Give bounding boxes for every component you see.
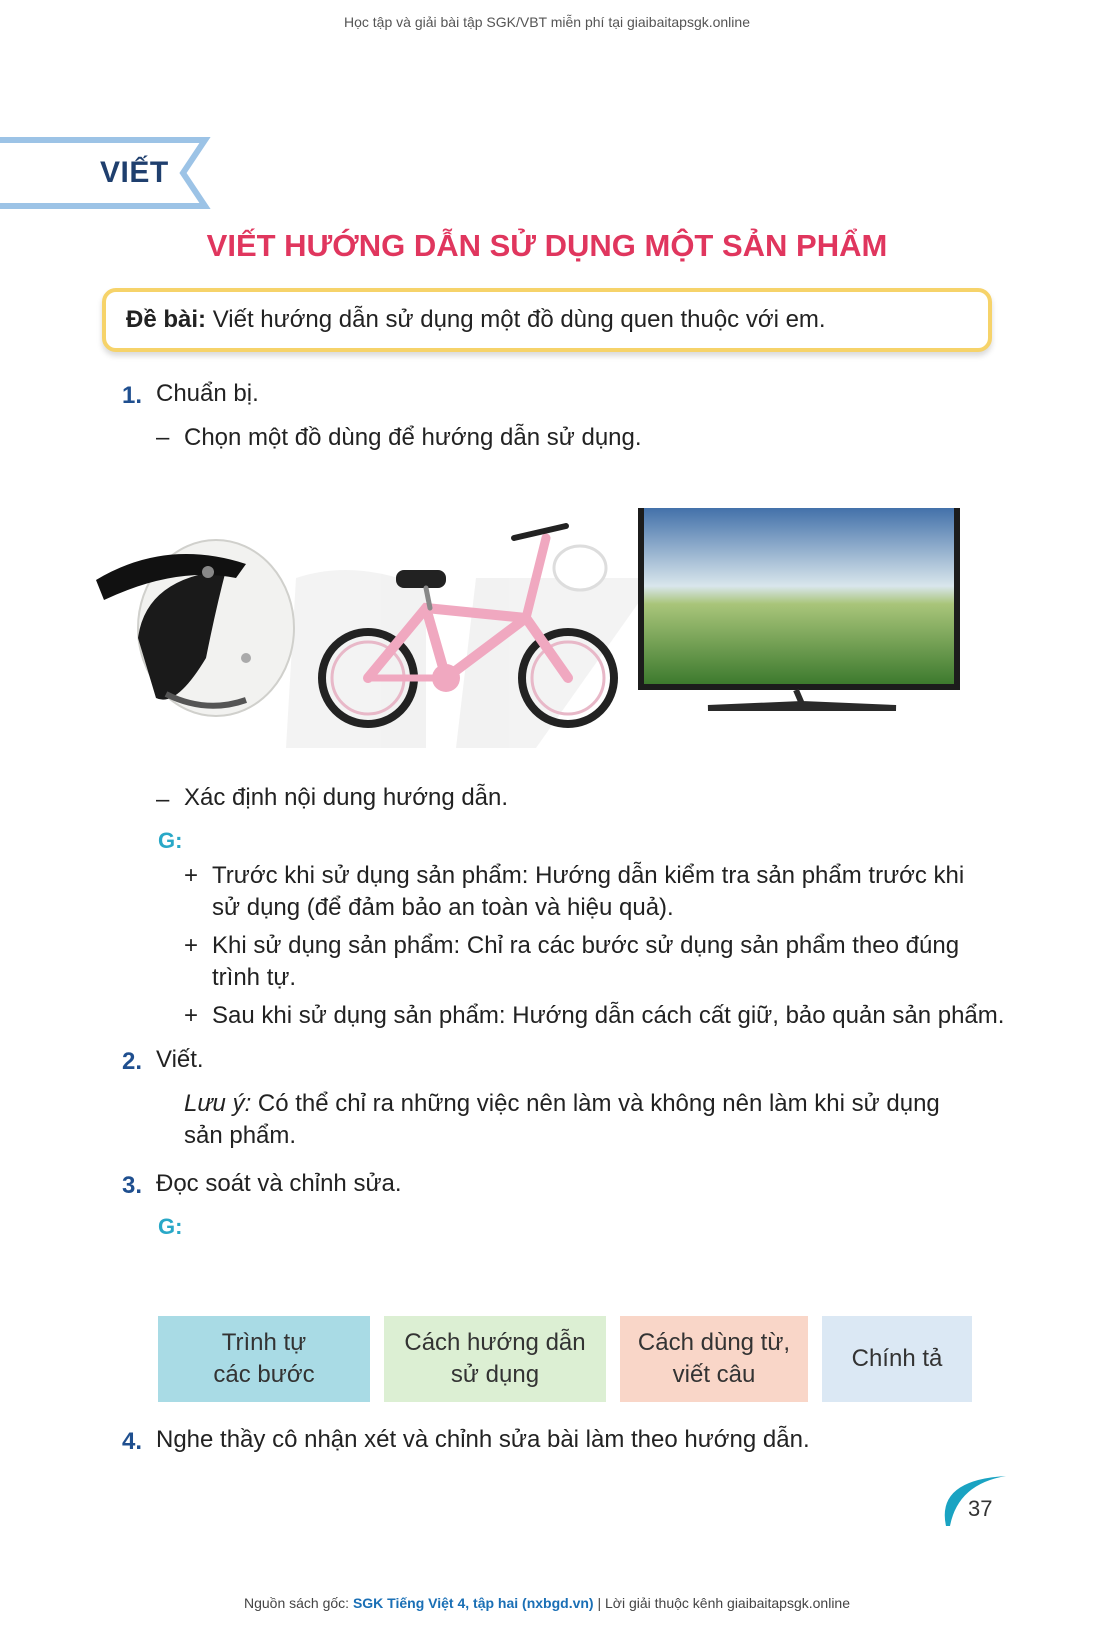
product-images [96, 508, 1004, 758]
cell-line: Cách hướng dẫn [404, 1329, 586, 1356]
bullet-mark: + [184, 862, 199, 889]
step2-note [184, 1090, 940, 1118]
checklist-cell [822, 1316, 972, 1402]
step4-title: Nghe thầy cô nhận xét và chỉnh sửa bài làm theo hướng dẫn. [156, 1426, 810, 1453]
bullet-text: Trước khi sử dụng sản phẩm: Hướng dẫn kiểm tra sản phẩm trước khi [212, 862, 965, 889]
checklist-cell [384, 1316, 606, 1402]
helmet-image [96, 540, 294, 716]
step1-g-label: G: [158, 828, 183, 853]
bullet-text: trình tự. [212, 964, 297, 991]
step1-title: Chuẩn bị. [156, 380, 259, 407]
task-text: Viết hướng dẫn sử dụng một đồ dùng quen thuộc với em. [212, 306, 826, 333]
page-title: VIẾT HƯỚNG DẪN SỬ DỤNG MỘT SẢN PHẨM [206, 228, 888, 263]
footer-note [0, 1595, 1094, 1611]
footer-suffix: | Lời giải thuộc kênh giaibaitapsgk.online [593, 1595, 851, 1611]
step3-number: 3. [122, 1172, 143, 1199]
bullet-mark: + [184, 1002, 199, 1029]
step1-dash1: – [156, 424, 170, 451]
page-number: 37 [968, 1496, 993, 1521]
tv-image [638, 508, 960, 708]
cell-line: viết câu [672, 1361, 756, 1388]
step1-number: 1. [122, 382, 143, 409]
note-label: Lưu ý: [184, 1090, 252, 1117]
step3-g-label: G: [158, 1214, 183, 1239]
note-text: Có thể chỉ ra những việc nên làm và không nên làm khi sử dụng [251, 1090, 940, 1117]
cell-line: Cách dùng từ, [637, 1329, 791, 1356]
step4-number: 4. [122, 1428, 143, 1455]
step2-note-line2: sản phẩm. [184, 1122, 297, 1149]
step3-title: Đọc soát và chỉnh sửa. [156, 1170, 402, 1197]
cell-line: sử dụng [450, 1361, 540, 1388]
checklist-cell [620, 1316, 808, 1402]
checklist-cell [158, 1316, 370, 1402]
header-note: Học tập và giải bài tập SGK/VBT miễn phí tại giaibaitapsgk.online [344, 14, 750, 30]
cell-line: Trình tự [221, 1329, 307, 1356]
step2-title: Viết. [156, 1046, 204, 1073]
bullet-text: Sau khi sử dụng sản phẩm: Hướng dẫn cách cất giữ, bảo quản sản phẩm. [212, 1002, 1005, 1029]
step2-number: 2. [122, 1048, 143, 1075]
step1-dash2: – [156, 786, 170, 813]
footer-prefix: Nguồn sách gốc: [243, 1595, 353, 1611]
bullet-mark: + [184, 932, 199, 959]
bullet-text: Khi sử dụng sản phẩm: Chỉ ra các bước sử dụng sản phẩm theo đúng [212, 932, 960, 959]
step1-sub1: Chọn một đồ dùng để hướng dẫn sử dụng. [184, 424, 642, 451]
bullet-text: sử dụng (để đảm bảo an toàn và hiệu quả). [212, 894, 674, 921]
cell-line: các bước [213, 1361, 315, 1388]
task-label: Đề bài: [126, 306, 207, 333]
section-label: VIẾT [100, 156, 169, 189]
footer-source: SGK Tiếng Việt 4, tập hai (nxbgd.vn) [352, 1595, 594, 1611]
step1-sub2: Xác định nội dung hướng dẫn. [184, 784, 509, 811]
cell-line: Chính tả [851, 1345, 943, 1372]
task-box [102, 288, 992, 352]
